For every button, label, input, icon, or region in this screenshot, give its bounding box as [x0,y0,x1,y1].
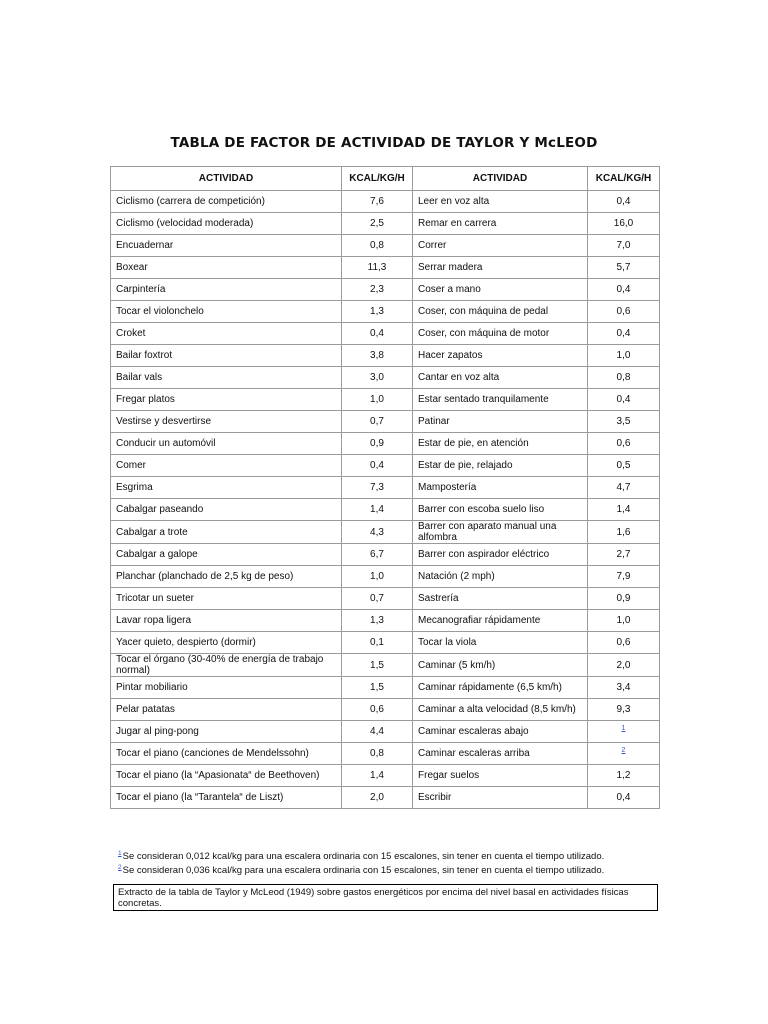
kcal-cell: 0,6 [342,699,413,721]
activity-cell: Tocar el piano (canciones de Mendelssohn) [111,743,342,765]
activity-cell: Vestirse y desvertirse [111,411,342,433]
kcal-cell: 1,4 [588,499,660,521]
activity-cell: Planchar (planchado de 2,5 kg de peso) [111,566,342,588]
table-row [111,301,660,323]
activity-cell: Barrer con escoba suelo liso [413,499,588,521]
activity-cell: Ciclismo (carrera de competición) [111,191,342,213]
footnote-mark[interactable]: 2 [118,864,122,872]
kcal-cell: 0,1 [342,632,413,654]
activity-cell: Mampostería [413,477,588,499]
activity-cell: Tocar el violonchelo [111,301,342,323]
kcal-cell: 2,5 [342,213,413,235]
kcal-cell: 0,4 [342,323,413,345]
activity-cell: Fregar platos [111,389,342,411]
activity-cell: Correr [413,235,588,257]
activity-cell: Escribir [413,787,588,809]
footnote-mark[interactable]: 1 [118,850,122,857]
table-row [111,566,660,588]
kcal-cell: 11,3 [342,257,413,279]
footnote-link[interactable]: 1 [621,725,626,733]
activity-cell: Leer en voz alta [413,191,588,213]
table-row [111,743,660,765]
activity-cell: Yacer quieto, despierto (dormir) [111,632,342,654]
activity-cell: Coser, con máquina de pedal [413,301,588,323]
activity-cell: Tocar el órgano (30-40% de energía de trabajo normal) [111,654,342,677]
kcal-cell: 0,4 [588,787,660,809]
kcal-cell: 0,4 [588,389,660,411]
footnotes [118,848,604,876]
activity-cell: Sastrería [413,588,588,610]
activity-cell: Boxear [111,257,342,279]
activity-cell: Estar de pie, relajado [413,455,588,477]
kcal-cell: 0,6 [588,632,660,654]
kcal-cell: 0,7 [342,411,413,433]
kcal-cell: 7,9 [588,566,660,588]
activity-cell: Caminar escaleras arriba [413,743,588,765]
table-row [111,411,660,433]
kcal-cell: 0,4 [342,455,413,477]
table-row [111,257,660,279]
activity-cell: Cabalgar a trote [111,521,342,544]
kcal-cell: 6,7 [342,544,413,566]
activity-cell: Pintar mobiliario [111,677,342,699]
kcal-cell: 1,0 [588,610,660,632]
table-row [111,345,660,367]
activity-cell: Mecanografiar rápidamente [413,610,588,632]
table-body [111,191,660,809]
table-row [111,213,660,235]
activity-cell: Conducir un automóvil [111,433,342,455]
footnote-link[interactable]: 2 [621,747,626,755]
kcal-cell: 1,5 [342,677,413,699]
kcal-cell: 1,0 [588,345,660,367]
kcal-cell: 7,6 [342,191,413,213]
table-row [111,765,660,787]
activity-cell: Jugar al ping-pong [111,721,342,743]
kcal-cell: 1,0 [342,566,413,588]
kcal-cell: 4,7 [588,477,660,499]
kcal-cell: 1,5 [342,654,413,677]
activity-cell: Ciclismo (velocidad moderada) [111,213,342,235]
activity-cell: Serrar madera [413,257,588,279]
kcal-cell: 0,7 [342,588,413,610]
table-row [111,279,660,301]
activity-cell: Bailar foxtrot [111,345,342,367]
kcal-cell: 0,9 [342,433,413,455]
kcal-cell: 1,2 [588,765,660,787]
activity-cell: Barrer con aparato manual una alfombra [413,521,588,544]
kcal-cell: 3,4 [588,677,660,699]
kcal-cell: 0,9 [588,588,660,610]
kcal-cell: 1,3 [342,610,413,632]
kcal-cell [588,721,660,743]
table-row [111,499,660,521]
column-header-kcal-left: KCAL/KG/H [342,167,413,191]
activity-cell: Cabalgar paseando [111,499,342,521]
activity-cell: Remar en carrera [413,213,588,235]
kcal-cell: 2,0 [588,654,660,677]
table-row [111,610,660,632]
table-row [111,654,660,677]
kcal-cell: 0,4 [588,191,660,213]
activity-cell: Estar sentado tranquilamente [413,389,588,411]
kcal-cell: 0,4 [588,323,660,345]
activity-cell: Lavar ropa ligera [111,610,342,632]
kcal-cell: 2,3 [342,279,413,301]
activity-cell: Caminar (5 km/h) [413,654,588,677]
kcal-cell: 1,0 [342,389,413,411]
activity-cell: Estar de pie, en atención [413,433,588,455]
kcal-cell: 1,3 [342,301,413,323]
table-header-row [111,167,660,191]
activity-cell: Tricotar un sueter [111,588,342,610]
kcal-cell: 2,7 [588,544,660,566]
table-row [111,235,660,257]
activity-cell: Carpintería [111,279,342,301]
footnote-2 [118,862,604,876]
activity-cell: Bailar vals [111,367,342,389]
kcal-cell: 0,5 [588,455,660,477]
table-row [111,389,660,411]
table-row [111,721,660,743]
table-caption: Extracto de la tabla de Taylor y McLeod (1949) sobre gastos energéticos por encima del nivel basal en actividades físicas concretas. [113,884,658,911]
kcal-cell: 3,5 [588,411,660,433]
kcal-cell: 4,4 [342,721,413,743]
activity-cell: Coser a mano [413,279,588,301]
activity-cell: Comer [111,455,342,477]
footnote-text: Se consideran 0,012 kcal/kg para una escalera ordinaria con 15 escalones, sin tener en cuenta el tiempo utilizado. [122,851,605,863]
kcal-cell: 1,4 [342,765,413,787]
kcal-cell: 2,0 [342,787,413,809]
kcal-cell: 0,8 [342,235,413,257]
table-row [111,521,660,544]
activity-cell: Tocar el piano (la “Tarantela“ de Liszt) [111,787,342,809]
kcal-cell: 3,8 [342,345,413,367]
activity-cell: Coser, con máquina de motor [413,323,588,345]
activity-cell: Cabalgar a galope [111,544,342,566]
activity-cell: Esgrima [111,477,342,499]
kcal-cell: 7,0 [588,235,660,257]
activity-cell: Barrer con aspirador eléctrico [413,544,588,566]
column-header-activity-right: ACTIVIDAD [413,167,588,191]
activity-cell: Hacer zapatos [413,345,588,367]
table-row [111,632,660,654]
table-row [111,455,660,477]
table-row [111,544,660,566]
footnote-text: Se consideran 0,036 kcal/kg para una escalera ordinaria con 15 escalones, sin tener en cuenta el tiempo utilizado. [122,865,605,877]
kcal-cell: 1,6 [588,521,660,544]
activity-factor-table [110,166,660,809]
table-row [111,699,660,721]
activity-cell: Caminar a alta velocidad (8,5 km/h) [413,699,588,721]
activity-cell: Tocar el piano (la “Apasionata“ de Beethoven) [111,765,342,787]
kcal-cell: 0,4 [588,279,660,301]
activity-cell: Caminar rápidamente (6,5 km/h) [413,677,588,699]
activity-cell: Natación (2 mph) [413,566,588,588]
activity-cell: Fregar suelos [413,765,588,787]
kcal-cell: 1,4 [342,499,413,521]
kcal-cell: 16,0 [588,213,660,235]
table-row [111,367,660,389]
activity-cell: Tocar la viola [413,632,588,654]
activity-cell: Cantar en voz alta [413,367,588,389]
table-row [111,588,660,610]
kcal-cell: 9,3 [588,699,660,721]
kcal-cell: 7,3 [342,477,413,499]
activity-cell: Caminar escaleras abajo [413,721,588,743]
column-header-activity-left: ACTIVIDAD [111,167,342,191]
kcal-cell: 3,0 [342,367,413,389]
column-header-kcal-right: KCAL/KG/H [588,167,660,191]
page-title: TABLA DE FACTOR DE ACTIVIDAD DE TAYLOR Y McLEOD [170,135,598,151]
kcal-cell: 0,6 [588,301,660,323]
activity-cell: Croket [111,323,342,345]
table-row [111,323,660,345]
kcal-cell: 0,8 [588,367,660,389]
footnote-1 [118,848,604,862]
table-row [111,677,660,699]
activity-cell: Encuadernar [111,235,342,257]
activity-cell: Patinar [413,411,588,433]
kcal-cell: 5,7 [588,257,660,279]
kcal-cell: 4,3 [342,521,413,544]
kcal-cell: 0,6 [588,433,660,455]
kcal-cell [588,743,660,765]
table-row [111,787,660,809]
table-row [111,433,660,455]
activity-cell: Pelar patatas [111,699,342,721]
table-row [111,191,660,213]
table-row [111,477,660,499]
kcal-cell: 0,8 [342,743,413,765]
